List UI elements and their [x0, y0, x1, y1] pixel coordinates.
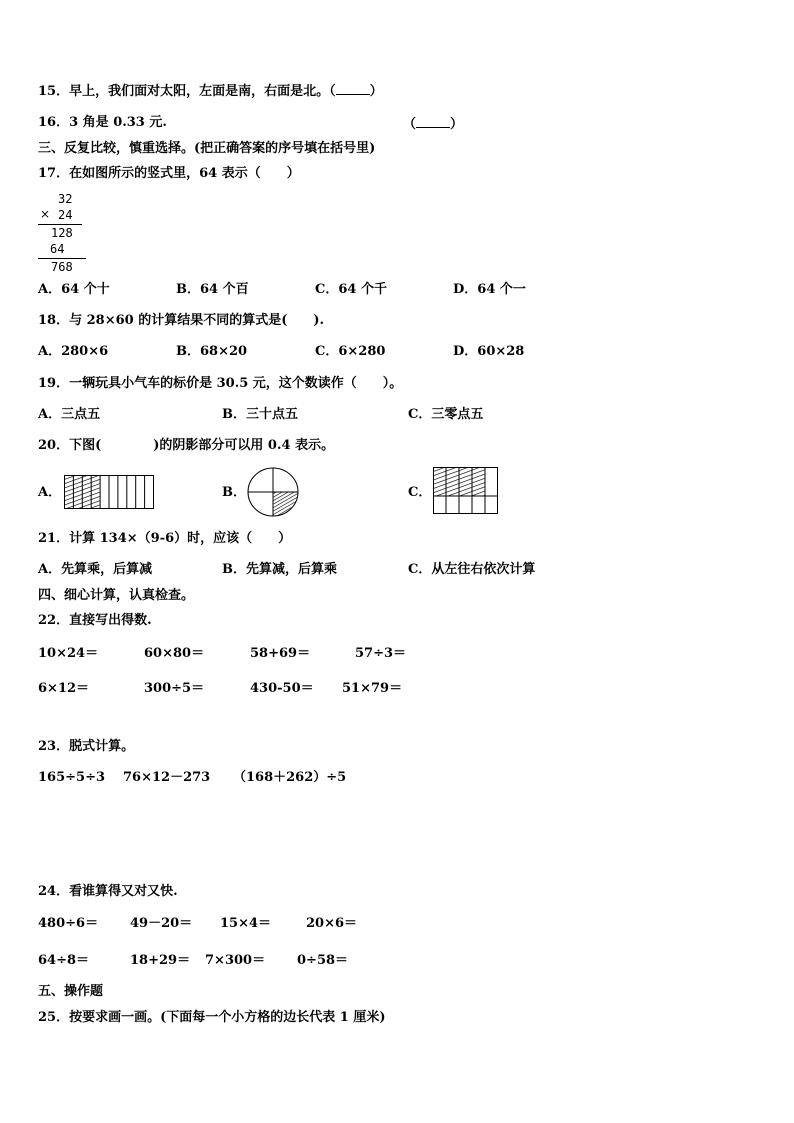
q17-option-d[interactable]: D．64 个一 — [453, 282, 526, 297]
q23-item: 76×12－273 — [123, 770, 211, 785]
q25-text: 按要求画一画。(下面每一个小方格的边长代表 1 厘米) — [69, 1010, 386, 1025]
q21-text: 计算 134×（9-6）时，应该（ ） — [69, 531, 292, 546]
q15-number: 15． — [38, 84, 70, 99]
question-22 — [38, 613, 152, 629]
q19-option-b[interactable]: B．三十点五 — [222, 407, 298, 422]
q24-text: 看谁算得又对又快. — [69, 884, 178, 899]
q18-option-d[interactable]: D．60×28 — [453, 344, 525, 359]
q22-number: 22． — [38, 613, 70, 628]
q17-option-a[interactable]: A．64 个十 — [38, 282, 110, 297]
q21-option-c[interactable]: C．从左往右依次计算 — [408, 562, 536, 577]
q22-item: 60×80＝ — [144, 646, 205, 661]
q18-option-a[interactable]: A．280×6 — [38, 344, 109, 359]
q24-item: 20×6＝ — [306, 916, 358, 931]
q20-figure-b[interactable] — [247, 467, 299, 517]
q22-item: 51×79＝ — [342, 681, 403, 696]
q15-close: ） — [369, 84, 383, 99]
q23-number: 23． — [38, 739, 70, 754]
question-19 — [38, 376, 402, 392]
question-16 — [38, 115, 167, 131]
section-4-heading: 四、细心计算，认真检查。 — [38, 588, 195, 603]
q21-number: 21． — [38, 531, 70, 546]
q22-item: 430-50＝ — [250, 681, 314, 696]
q17-text: 在如图所示的竖式里，64 表示（ ） — [69, 166, 300, 181]
q17-option-b[interactable]: B．64 个百 — [176, 282, 249, 297]
q15-answer-blank[interactable] — [336, 82, 370, 95]
q23-text: 脱式计算。 — [69, 739, 135, 754]
q24-item: 64÷8＝ — [38, 953, 90, 968]
q24-item: 0÷58＝ — [297, 953, 349, 968]
question-21 — [38, 531, 291, 547]
q20-text: 下图( )的阴影部分可以用 0.4 表示。 — [69, 438, 335, 453]
q22-text: 直接写出得数. — [69, 613, 152, 628]
question-24 — [38, 884, 178, 900]
q17-option-c[interactable]: C．64 个千 — [315, 282, 387, 297]
q20-figure-c[interactable] — [433, 467, 499, 515]
section-5-heading: 五、操作题 — [38, 984, 104, 999]
q16-answer-blank[interactable] — [416, 115, 450, 128]
q20-option-b-label[interactable]: B． — [222, 485, 246, 500]
q22-item: 6×12＝ — [38, 681, 90, 696]
q22-item: 300÷5＝ — [144, 681, 205, 696]
q19-option-c[interactable]: C．三零点五 — [408, 407, 484, 422]
vm-times-sign: × — [40, 207, 51, 221]
q24-item: 18+29＝ — [130, 953, 191, 968]
question-23 — [38, 739, 134, 755]
vm-factor-a: 32 — [58, 192, 73, 206]
q21-option-b[interactable]: B．先算减，后算乘 — [222, 562, 337, 577]
vm-line-1 — [38, 224, 82, 225]
q17-number: 17． — [38, 166, 70, 181]
q16-answer — [403, 115, 463, 133]
q19-number: 19． — [38, 376, 70, 391]
q20-option-c-label[interactable]: C． — [408, 485, 432, 500]
q18-number: 18． — [38, 313, 70, 328]
q20-number: 20． — [38, 438, 70, 453]
q15-text: 早上，我们面对太阳，左面是南，右面是北。（ — [69, 84, 336, 99]
q24-item: 49－20＝ — [130, 916, 193, 931]
q24-number: 24． — [38, 884, 70, 899]
q18-option-b[interactable]: B．68×20 — [176, 344, 248, 359]
q16-open: （ — [403, 117, 417, 132]
q20-figure-a[interactable] — [64, 475, 154, 509]
section-3-heading: 三、反复比较，慎重选择。(把正确答案的序号填在括号里) — [38, 141, 376, 156]
question-20 — [38, 438, 334, 454]
q21-option-a[interactable]: A．先算乘，后算减 — [38, 562, 153, 577]
q23-item: 165÷5÷3 — [38, 770, 106, 785]
q18-text: 与 28×60 的计算结果不同的算式是( ). — [69, 313, 325, 328]
question-17 — [38, 166, 300, 182]
question-15 — [38, 82, 383, 100]
q16-number: 16． — [38, 115, 70, 130]
vm-line-2 — [38, 258, 86, 259]
q16-close: ） — [450, 117, 464, 132]
q24-item: 15×4＝ — [220, 916, 272, 931]
q22-item: 10×24＝ — [38, 646, 99, 661]
question-18 — [38, 313, 324, 329]
q24-item: 480÷6＝ — [38, 916, 99, 931]
q22-item: 57÷3＝ — [355, 646, 407, 661]
question-25 — [38, 1010, 386, 1026]
q20-option-a-label[interactable]: A． — [38, 485, 62, 500]
q25-number: 25． — [38, 1010, 70, 1025]
vm-partial-2: 64 — [50, 242, 65, 256]
vm-result: 768 — [51, 260, 73, 274]
q23-item: （168＋262）÷5 — [233, 770, 347, 785]
q24-item: 7×300＝ — [205, 953, 266, 968]
q18-option-c[interactable]: C．6×280 — [315, 344, 386, 359]
vm-partial-1: 128 — [51, 226, 73, 240]
q16-text: 3 角是 0.33 元. — [69, 115, 167, 130]
vm-factor-b: 24 — [58, 208, 73, 222]
q22-item: 58+69＝ — [250, 646, 311, 661]
q19-text: 一辆玩具小气车的标价是 30.5 元，这个数读作（ ）。 — [69, 376, 403, 391]
q19-option-a[interactable]: A．三点五 — [38, 407, 101, 422]
